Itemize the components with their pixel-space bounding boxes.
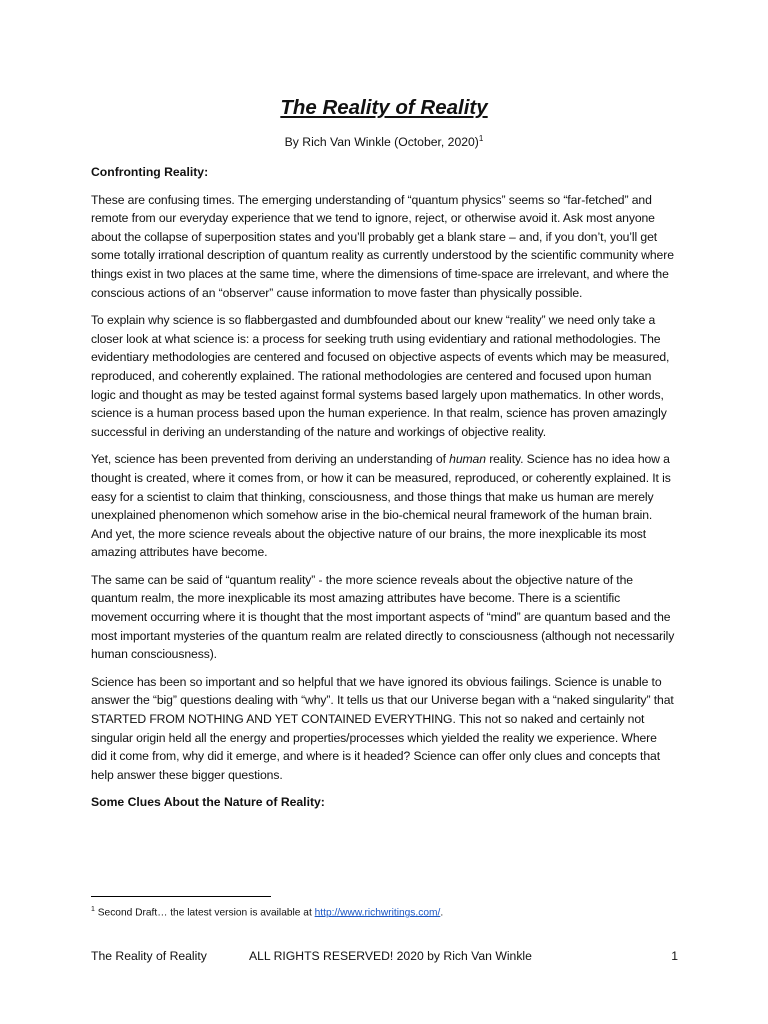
footnote-marker: 1	[91, 906, 95, 913]
emphasized-word: human	[449, 452, 486, 467]
section-heading-confronting-reality: Confronting Reality:	[91, 165, 209, 179]
page-number: 1	[671, 949, 678, 963]
paragraph: To explain why science is so flabbergasted and dumbfounded about our knew “reality” we need only take a closer look at what science is: a process for seeking truth using evidentiary and rational methodologies. The evidentiary methodologies are centered and focused on objective aspects of events which may be measured, reproduced, and coherently explained. The rational methodologies are centered and focused upon human logic and thought as may be tested against formal systems based largely upon mathematics. In other words, science is a human process based upon the human experience. In that realm, science has proven amazingly successful in deriving an understanding of the nature and workings of objective reality.	[91, 313, 670, 439]
paragraph-text: Yet, science has been prevented from deriving an understanding of	[91, 452, 450, 467]
footer-title: The Reality of Reality	[91, 949, 207, 963]
footnote-text: Second Draft… the latest version is available at	[94, 907, 315, 919]
byline	[0, 134, 768, 149]
paragraph	[91, 450, 676, 562]
footnote	[91, 903, 443, 920]
paragraph: These are confusing times. The emerging understanding of “quantum physics” seems so “far-fetched” and remote from our everyday experience that we tend to ignore, reject, or otherwise avoid it. Ask most anyone about the collapse of superposition states and you’ll probably get a blank stare – and, if you don’t, you’ll get some totally irrational description of quantum reality as currently understood by the scientific community where things exist in two places at the same time, where the dimensions of time-space are irrelevant, and where the conscious actions of an “observer” cause information to move faster than physically possible.	[91, 192, 674, 300]
footnote-link[interactable]: http://www.richwritings.com/	[314, 907, 441, 919]
document-title: The Reality of Reality	[280, 96, 488, 119]
paragraph-text: reality. Science has no idea how a thought is created, where it comes from, or how it can be measured, reproduced, or coherently explained. It is easy for a scientist to claim that thinking, consciousness, and those things that make us human are merely unexplained phenomenon which somehow arise in the bio-chemical neural framework of the human brain. And yet, the more science reveals about the objective nature of our brains, the more inexplicable its most amazing attributes have become.	[91, 452, 671, 560]
paragraph: Science has been so important and so helpful that we have ignored its obvious failings. Science is unable to answer the “big” questions dealing with “why”. It tells us that our Universe began with a “naked singularity” that STARTED FROM NOTHING AND YET CONTAINED EVERYTHING. This not so naked and certainly not singular origin held all the energy and properties/processes which yielded the reality we experience. Where did it come from, why did it emerge, and where is it headed? Science can offer only clues and concepts that help answer these bigger questions.	[91, 674, 674, 782]
footnote-divider	[91, 896, 271, 897]
document-body	[91, 163, 676, 821]
footnote-trailing: .	[440, 907, 444, 919]
footnote-reference[interactable]: 1	[478, 134, 484, 143]
section-heading-clues: Some Clues About the Nature of Reality:	[91, 795, 325, 810]
byline-text: By Rich Van Winkle (October, 2020)	[284, 135, 479, 150]
page-footer	[91, 949, 678, 967]
paragraph: The same can be said of “quantum reality” - the more science reveals about the objective nature of the quantum realm, the more inexplicable its most amazing attributes have become. There is a scientific movement occurring where it is thought that the most important aspects of “mind” are quantum based and the most important mysteries of the quantum realm are related directly to consciousness (although not necessarily human consciousness).	[91, 572, 675, 662]
footer-copyright: ALL RIGHTS RESERVED! 2020 by Rich Van Winkle	[249, 949, 532, 963]
